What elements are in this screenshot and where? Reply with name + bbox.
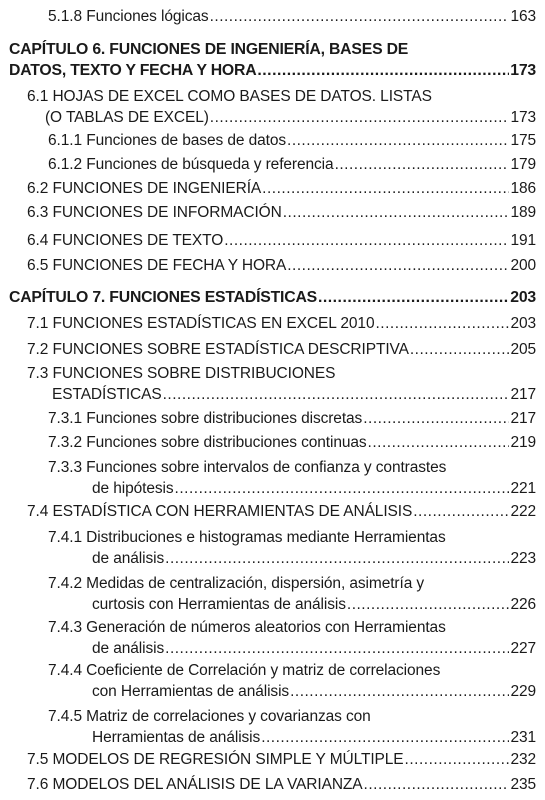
dot-leader	[175, 478, 510, 499]
toc-entry-title	[92, 727, 260, 748]
toc-entry-text: FUNCIONES ESTADÍSTICAS EN EXCEL 2010	[52, 315, 375, 332]
toc-entry-title	[27, 230, 223, 251]
toc-entry-row	[48, 727, 536, 748]
toc-entry-row	[27, 313, 536, 334]
toc-entry-row	[27, 384, 536, 405]
toc-entry-number: 6.4	[27, 232, 49, 249]
toc-entry-text: Funciones sobre distribuciones discretas	[86, 410, 363, 427]
toc-entry-text: ESTADÍSTICAS	[52, 386, 162, 403]
toc-entry-section[interactable]	[27, 255, 536, 276]
page-number: 222	[510, 503, 536, 520]
toc-entry-sub[interactable]	[48, 457, 536, 499]
toc-entry-number: 6.3	[27, 204, 49, 221]
toc-entry-number: 7.3.1	[48, 410, 82, 427]
toc-entry-chapter[interactable]	[9, 287, 536, 308]
toc-entry-row	[48, 548, 536, 569]
toc-entry-title-line: 6.1 HOJAS DE EXCEL COMO BASES DE DATOS. LISTAS	[27, 88, 432, 105]
toc-entry-title-line: CAPÍTULO 6. FUNCIONES DE INGENIERÍA, BASES DE	[9, 41, 409, 58]
toc-entry-title	[92, 638, 164, 659]
page-number: 203	[510, 315, 536, 332]
toc-entry-text: FUNCIONES SOBRE ESTADÍSTICA DESCRIPTIVA	[52, 341, 409, 358]
dot-leader	[165, 548, 509, 569]
toc-entry-text: MODELOS DE REGRESIÓN SIMPLE Y MÚLTIPLE	[52, 751, 404, 768]
toc-entry-text: DATOS, TEXTO Y FECHA Y HORA	[9, 62, 257, 79]
toc-entry-title	[48, 408, 362, 429]
toc-entry-title-line: 7.4.5 Matriz de correlaciones y covarianzas con	[48, 708, 371, 725]
toc-entry-title	[92, 594, 346, 615]
page-number: 163	[510, 8, 536, 25]
toc-entry-text: con Herramientas de análisis	[92, 683, 290, 700]
toc-entry-text: (O TABLAS DE EXCEL)	[45, 109, 209, 126]
page-number: 223	[510, 550, 536, 567]
toc-entry-chapter[interactable]	[9, 39, 536, 81]
page-number: 173	[510, 62, 536, 79]
toc-entry-row	[48, 6, 536, 27]
toc-entry-row	[48, 408, 536, 429]
dot-leader	[261, 727, 509, 748]
dot-leader	[368, 432, 510, 453]
toc-entry-sub[interactable]	[48, 6, 536, 27]
toc-entry-title	[27, 774, 363, 795]
toc-entry-number: 7.4	[27, 503, 49, 520]
toc-entry-number: 7.5	[27, 751, 49, 768]
toc-entry-text: Funciones de búsqueda y referencia	[86, 156, 334, 173]
page-number: 175	[510, 132, 536, 149]
toc-entry-section[interactable]	[27, 178, 536, 199]
toc-entry-row	[9, 60, 536, 81]
toc-entry-text: MODELOS DEL ANÁLISIS DE LA VARIANZA	[52, 776, 363, 793]
page-number: 217	[510, 410, 536, 427]
toc-entry-title-line: 7.3 FUNCIONES SOBRE DISTRIBUCIONES	[27, 365, 336, 382]
toc-entry-row	[48, 478, 536, 499]
page-number: 191	[510, 232, 536, 249]
toc-entry-section[interactable]	[27, 313, 536, 334]
dot-leader	[262, 178, 509, 199]
toc-entry-number: 6.2	[27, 180, 49, 197]
page-number: 217	[510, 386, 536, 403]
toc-entry-text: de análisis	[92, 550, 165, 567]
toc-entry-text: Funciones sobre distribuciones continuas	[86, 434, 367, 451]
toc-entry-number: 7.3.2	[48, 434, 82, 451]
toc-entry-number: 6.1.2	[48, 156, 82, 173]
dot-leader	[210, 6, 510, 27]
page-number: 229	[510, 683, 536, 700]
toc-entry-title	[48, 154, 334, 175]
toc-entry-title	[27, 178, 261, 199]
toc-entry-title-line: 7.4.3 Generación de números aleatorios con Herramientas	[48, 619, 446, 636]
page-number: 226	[510, 596, 536, 613]
toc-entry-text: Funciones lógicas	[86, 8, 209, 25]
toc-entry-text: FUNCIONES DE TEXTO	[52, 232, 224, 249]
toc-entry-text: de análisis	[92, 640, 165, 657]
toc-entry-title	[27, 501, 412, 522]
toc-entry-section[interactable]	[27, 363, 536, 405]
dot-leader	[210, 107, 510, 128]
toc-entry-number: 5.1.8	[48, 8, 82, 25]
page-number: 189	[510, 204, 536, 221]
toc-entry-text: Herramientas de análisis	[92, 729, 261, 746]
toc-entry-section[interactable]	[27, 501, 536, 522]
toc-entry-number: 7.2	[27, 341, 49, 358]
toc-entry-sub[interactable]	[48, 706, 536, 748]
toc-entry-row	[27, 202, 536, 223]
dot-leader	[405, 749, 510, 770]
toc-entry-title	[27, 255, 286, 276]
toc-entry-title	[27, 202, 282, 223]
toc-entry-row	[27, 774, 536, 795]
toc-entry-row	[48, 130, 536, 151]
toc-entry-section[interactable]	[27, 86, 536, 128]
toc-entry-text: CAPÍTULO 7. FUNCIONES ESTADÍSTICAS	[9, 289, 317, 306]
dot-leader	[287, 130, 509, 151]
dot-leader	[163, 384, 510, 405]
page-number: 173	[510, 109, 536, 126]
toc-entry-sub[interactable]	[48, 573, 536, 615]
toc-entry-title	[48, 432, 367, 453]
toc-entry-row	[27, 255, 536, 276]
dot-leader	[410, 339, 510, 360]
toc-entry-title	[45, 107, 209, 128]
toc-entry-title-line: 7.3.3 Funciones sobre intervalos de confianza y contrastes	[48, 459, 447, 476]
dot-leader	[363, 408, 509, 429]
page-number: 186	[510, 180, 536, 197]
toc-entry-title	[27, 339, 409, 360]
toc-entry-number: 6.5	[27, 257, 49, 274]
page-number: 179	[510, 156, 536, 173]
dot-leader	[347, 594, 510, 615]
toc-entry-number: 7.1	[27, 315, 49, 332]
toc-entry-title	[9, 60, 256, 81]
toc-entry-text: curtosis con Herramientas de análisis	[92, 596, 346, 613]
toc-entry-number: 7.6	[27, 776, 49, 793]
page-number: 205	[510, 341, 536, 358]
toc-entry-row	[27, 501, 536, 522]
toc-entry-section[interactable]	[27, 774, 536, 795]
toc-entry-row	[48, 154, 536, 175]
toc-entry-section[interactable]	[27, 749, 536, 770]
page-number: 235	[510, 776, 536, 793]
toc-entry-title	[27, 749, 404, 770]
toc-entry-number: 6.1.1	[48, 132, 82, 149]
dot-leader	[335, 154, 510, 175]
toc-entry-text: de hipótesis	[92, 480, 174, 497]
toc-entry-title	[9, 287, 317, 308]
dot-leader	[257, 60, 509, 81]
toc-entry-title	[92, 548, 164, 569]
page-number: 221	[510, 480, 536, 497]
page-number: 219	[510, 434, 536, 451]
toc-entry-sub[interactable]	[48, 432, 536, 453]
dot-leader	[318, 287, 509, 308]
toc-entry-title	[48, 6, 209, 27]
toc-entry-text: FUNCIONES DE FECHA Y HORA	[52, 257, 287, 274]
toc-entry-text: FUNCIONES DE INFORMACIÓN	[52, 204, 282, 221]
dot-leader	[287, 255, 509, 276]
toc-entry-row	[9, 287, 536, 308]
toc-entry-row	[48, 681, 536, 702]
toc-entry-section[interactable]	[27, 202, 536, 223]
toc-entry-sub[interactable]	[48, 660, 536, 702]
toc-entry-row	[27, 749, 536, 770]
toc-entry-title	[27, 313, 374, 334]
toc-entry-title-line: 7.4.1 Distribuciones e histogramas mediante Herramientas	[48, 529, 446, 546]
toc-entry-text: ESTADÍSTICA CON HERRAMIENTAS DE ANÁLISIS	[52, 503, 413, 520]
dot-leader	[290, 681, 509, 702]
dot-leader	[283, 202, 510, 223]
dot-leader	[413, 501, 509, 522]
toc-entry-title	[48, 130, 286, 151]
page-number: 232	[510, 751, 536, 768]
toc-entry-row	[48, 432, 536, 453]
toc-entry-section[interactable]	[27, 339, 536, 360]
toc-entry-title	[92, 478, 174, 499]
toc-entry-row	[48, 594, 536, 615]
page-number: 203	[510, 289, 536, 306]
toc-entry-title-line: 7.4.4 Coeficiente de Correlación y matriz de correlaciones	[48, 662, 441, 679]
page-number: 231	[510, 729, 536, 746]
page-number: 200	[510, 257, 536, 274]
toc-entry-row	[48, 638, 536, 659]
toc-entry-row	[27, 230, 536, 251]
toc-entry-text: FUNCIONES DE INGENIERÍA	[52, 180, 262, 197]
toc-entry-title-line: 7.4.2 Medidas de centralización, dispersión, asimetría y	[48, 575, 425, 592]
toc-entry-row	[27, 178, 536, 199]
page-number: 227	[510, 640, 536, 657]
toc-entry-section[interactable]	[27, 230, 536, 251]
toc-entry-sub[interactable]	[48, 154, 536, 175]
toc-entry-sub[interactable]	[48, 130, 536, 151]
toc-entry-row	[27, 107, 536, 128]
dot-leader	[224, 230, 509, 251]
toc-entry-title	[52, 384, 162, 405]
toc-entry-text: Funciones de bases de datos	[86, 132, 287, 149]
toc-entry-sub[interactable]	[48, 527, 536, 569]
dot-leader	[375, 313, 509, 334]
toc-entry-title	[92, 681, 289, 702]
dot-leader	[165, 638, 509, 659]
dot-leader	[364, 774, 510, 795]
toc-entry-sub[interactable]	[48, 408, 536, 429]
toc-entry-row	[27, 339, 536, 360]
toc-entry-sub[interactable]	[48, 617, 536, 659]
